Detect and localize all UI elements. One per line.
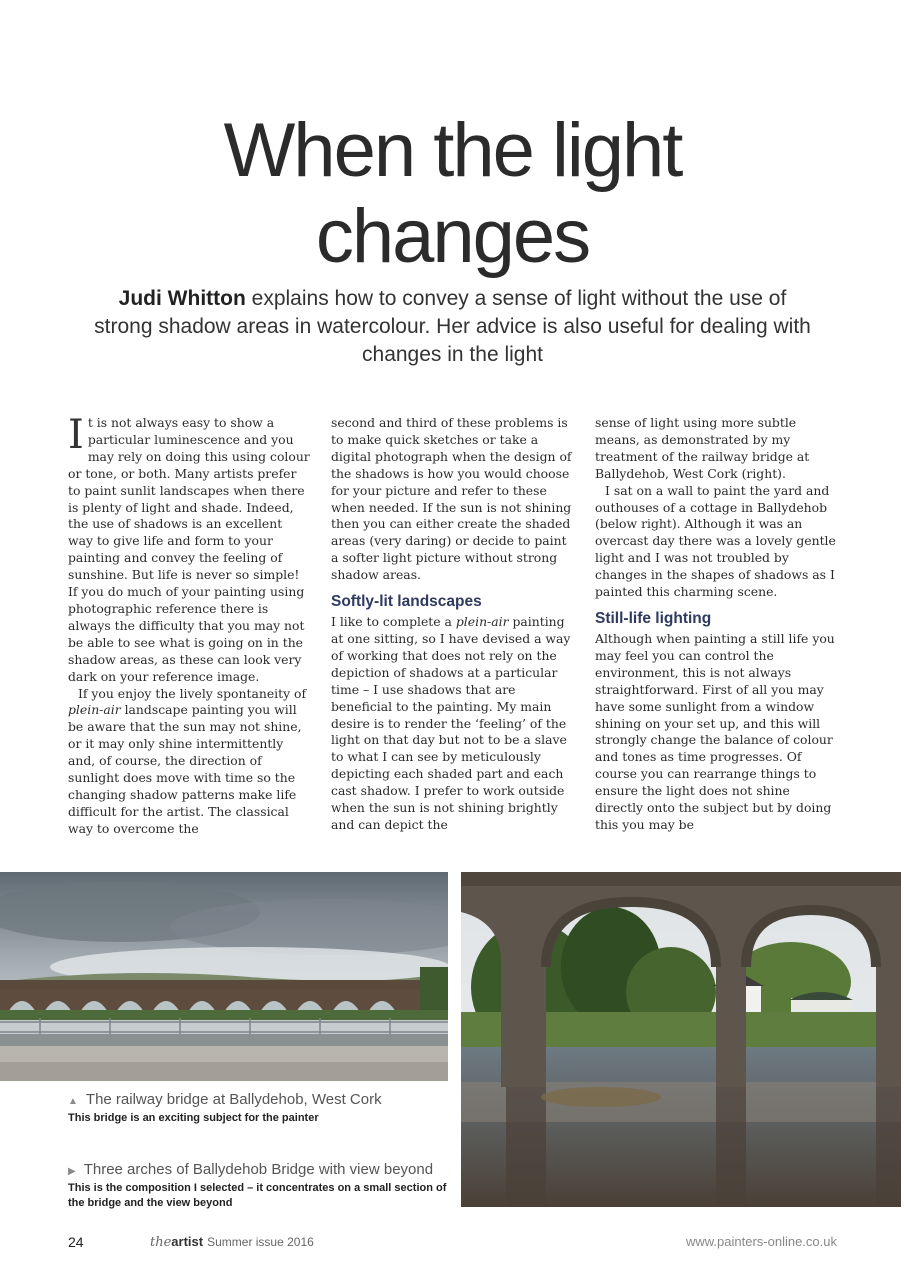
drop-cap: I <box>68 412 84 458</box>
article-title <box>0 108 905 280</box>
issue-label: Summer issue 2016 <box>207 1235 314 1249</box>
three-arches-photo <box>461 872 901 1207</box>
paragraph: Although when painting a still life you may feel you can control the environment, this is not always straightforward. First of all you may have some sunlight from a window shining on your set up, and this will strongly change the balance of colour and tones as time progresses. Of course you can rearrange things to ensure the light does not shine directly onto the subject but by doing this you may be <box>595 630 835 832</box>
body-column-3 <box>595 415 837 834</box>
railway-bridge-image <box>0 872 448 1081</box>
caption-title: Three arches of Ballydehob Bridge with view beyond <box>83 1161 434 1178</box>
caption-three-arches <box>68 1160 458 1211</box>
website-url: www.painters-online.co.uk <box>685 1234 837 1249</box>
caption-title: The railway bridge at Ballydehob, West Cork <box>85 1091 382 1108</box>
caption-railway-bridge <box>68 1090 458 1126</box>
brand-artist: artist <box>171 1234 204 1249</box>
paragraph: sense of light using more subtle means, as demonstrated by my treatment of the railway bridge at Ballydehob, West Cork (right). <box>595 415 810 481</box>
body-column-1 <box>68 412 310 838</box>
section-heading: Still-life lighting <box>595 609 712 627</box>
magazine-brand <box>150 1234 314 1250</box>
caption-subtitle: This is the composition I selected – it concentrates on a small section of the bridge and the view beyond <box>68 1182 447 1209</box>
triangle-up-icon: ▲ <box>68 1096 78 1107</box>
paragraph: I like to complete a plein-air painting at one sitting, so I have devised a way of working that does not rely on the depiction of shadows at a particular time – I use shadows that are beneficial to the painting. My main desire is to render the ‘feeling’ of the light on that day but not to be a slave to what I can see by meticulously depicting each shaded part and each cast shadow. I prefer to work outside when the sun is not shining brightly and can depict the <box>331 614 571 832</box>
paragraph: It is not always easy to show a particular luminescence and you may rely on doing this using colour or tone, or both. Many artists prefer to paint sunlit landscapes when there is plenty of light and shade. Indeed, the use of shadows is an excellent way to give life and form to your painting and convey the feeling of sunshine. But life is never so simple! If you do much of your painting using photographic reference there is always the difficulty that you may not be able to see what is going on in the shadow areas, as these can look very dark on your reference image. <box>68 412 310 684</box>
body-column-2 <box>331 415 573 834</box>
paragraph: If you enjoy the lively spontaneity of plein-air landscape painting you will be aware that the sun may not shine, or it may only shine intermittently and, of course, the direction of sunlight does move with time so the changing shadow patterns make life difficult for the artist. The classical way to overcome the <box>68 685 307 836</box>
title-line-2: changes <box>315 194 590 279</box>
paragraph: I sat on a wall to paint the yard and outhouses of a cottage in Ballydehob (below right). Although it was an overcast day there was a lovely gentle light and I was not troubled by changes in the shapes of shadows as I painted this charming scene. <box>595 482 836 600</box>
brand-the: the <box>150 1235 172 1250</box>
caption-subtitle: This bridge is an exciting subject for the painter <box>68 1112 319 1124</box>
page-number: 24 <box>68 1234 84 1250</box>
three-arches-image <box>461 872 901 1207</box>
standfirst <box>90 285 815 369</box>
paragraph: second and third of these problems is to make quick sketches or take a digital photograph when the design of the shadows is how you would choose for your picture and refer to these when needed. If the sun is not shining then you can either create the shaded areas (very daring) or decide to paint a softer light picture without strong shadow areas. <box>331 415 572 583</box>
railway-bridge-photo <box>0 872 448 1081</box>
author-name: Judi Whitton <box>118 287 246 310</box>
title-line-1: When the light <box>223 108 682 193</box>
triangle-right-icon: ▶ <box>68 1166 76 1177</box>
section-heading: Softly-lit landscapes <box>331 593 482 611</box>
standfirst-text: explains how to convey a sense of light without the use of strong shadow areas in watercolour. Her advice is also useful for dealing with changes in the light <box>94 287 811 366</box>
